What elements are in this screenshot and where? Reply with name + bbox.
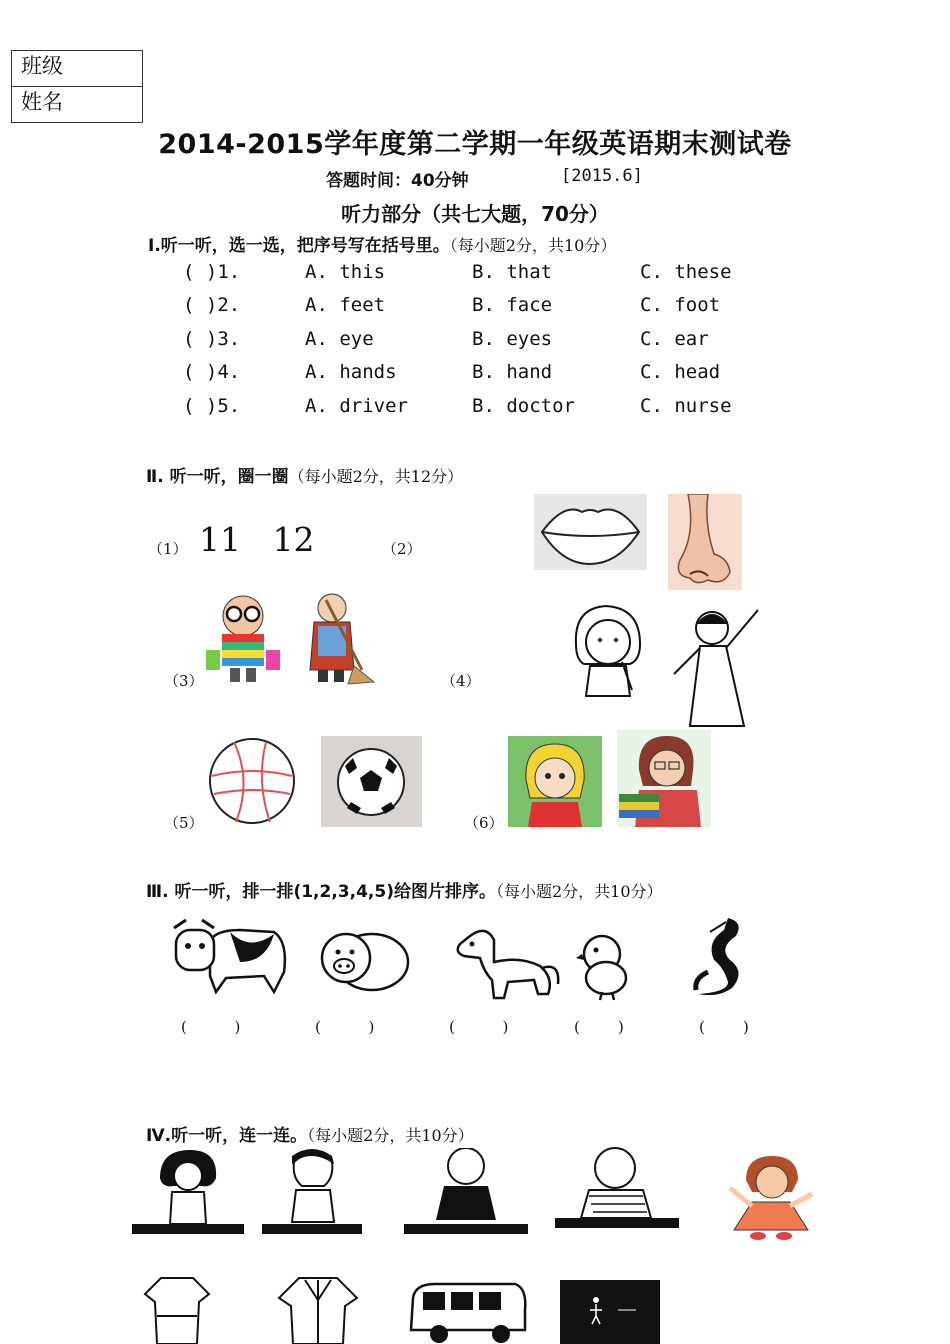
section2-heading-text: Ⅱ. 听一听，圈一圈 bbox=[146, 467, 289, 487]
label-3: （3） bbox=[164, 672, 204, 690]
section3-heading bbox=[146, 877, 663, 902]
section1-note: （每小题2分，共10分） bbox=[449, 236, 617, 255]
q2-c: C. foot bbox=[640, 294, 721, 316]
grandma-icon bbox=[296, 590, 378, 686]
teacher-icon bbox=[617, 730, 711, 827]
grandpa-icon bbox=[200, 590, 286, 686]
q2-num: ( )2. bbox=[183, 294, 241, 316]
blackboard-icon bbox=[560, 1280, 660, 1344]
class-label: 班级 bbox=[21, 54, 63, 78]
section2-note: （每小题2分，共12分） bbox=[288, 467, 464, 486]
q4-a: A. hands bbox=[305, 361, 397, 383]
order-blank-3[interactable]: ( ) bbox=[449, 1018, 509, 1036]
girl-student-icon bbox=[508, 736, 602, 827]
label-4: （4） bbox=[441, 672, 481, 690]
girl-dancing-icon bbox=[670, 600, 764, 728]
section3-note: （每小题2分，共10分） bbox=[495, 882, 663, 901]
q5-b: B. doctor bbox=[472, 395, 575, 417]
q4-b: B. hand bbox=[472, 361, 553, 383]
old-man-icon bbox=[555, 1146, 679, 1232]
part-title: 听力部分（共七大题，70分） bbox=[341, 202, 609, 226]
q4-num: ( )4. bbox=[183, 361, 241, 383]
info-box bbox=[11, 50, 143, 123]
lips-icon bbox=[534, 494, 647, 570]
girl-icon bbox=[132, 1148, 244, 1234]
label-1: （1） bbox=[148, 540, 188, 558]
chick-icon bbox=[574, 930, 634, 1002]
section3-heading-text: Ⅲ. 听一听，排一排(1,2,3,4,5)给图片排序。 bbox=[146, 882, 496, 902]
coat-icon bbox=[275, 1276, 361, 1344]
nose-icon bbox=[668, 494, 742, 590]
q4-c: C. head bbox=[640, 361, 721, 383]
q5-c: C. nurse bbox=[640, 395, 732, 417]
section1-heading-text: Ⅰ.听一听，选一选，把序号写在括号里。 bbox=[148, 236, 450, 256]
q1-b: B. that bbox=[472, 261, 553, 283]
basketball-icon bbox=[206, 736, 298, 826]
numbers-11-12: 11 12 bbox=[199, 520, 315, 559]
q5-num: ( )5. bbox=[183, 395, 241, 417]
football-icon bbox=[321, 736, 422, 827]
order-blank-1[interactable]: ( ) bbox=[181, 1018, 241, 1036]
exam-date: [2015.6] bbox=[561, 166, 643, 186]
q2-a: A. feet bbox=[305, 294, 386, 316]
q1-num: ( )1. bbox=[183, 261, 241, 283]
order-blank-2[interactable]: ( ) bbox=[315, 1018, 375, 1036]
section4-heading-text: Ⅳ.听一听，连一连。 bbox=[146, 1126, 308, 1146]
woman-icon bbox=[404, 1148, 528, 1234]
bus-icon bbox=[405, 1280, 529, 1344]
q3-b: B. eyes bbox=[472, 328, 553, 350]
worker-icon bbox=[262, 1148, 362, 1234]
time-label: 答题时间：40分钟 bbox=[326, 171, 469, 191]
label-5: （5） bbox=[164, 814, 204, 832]
girl-singing-icon bbox=[556, 600, 662, 708]
pig-icon bbox=[312, 922, 412, 998]
q3-a: A. eye bbox=[305, 328, 374, 350]
q3-c: C. ear bbox=[640, 328, 709, 350]
label-2: （2） bbox=[382, 540, 422, 558]
q1-a: A. this bbox=[305, 261, 386, 283]
order-blank-4[interactable]: ( ) bbox=[574, 1018, 624, 1036]
label-6: （6） bbox=[464, 814, 504, 832]
cow-icon bbox=[170, 912, 292, 996]
horse-icon bbox=[450, 922, 562, 1004]
section2-heading bbox=[146, 462, 463, 487]
section1-heading bbox=[148, 231, 616, 256]
snake-icon bbox=[688, 912, 750, 1002]
section4-note: （每小题2分，共10分） bbox=[307, 1126, 474, 1145]
dancing-girl-icon bbox=[722, 1156, 816, 1242]
q1-c: C. these bbox=[640, 261, 732, 283]
exam-title: 2014-2015学年度第二学期一年级英语期末测试卷 bbox=[158, 129, 792, 160]
q5-a: A. driver bbox=[305, 395, 408, 417]
q3-num: ( )3. bbox=[183, 328, 241, 350]
section4-heading bbox=[146, 1121, 474, 1146]
dress-icon bbox=[143, 1276, 211, 1344]
name-label: 姓名 bbox=[12, 86, 142, 122]
order-blank-5[interactable]: ( ) bbox=[699, 1018, 749, 1036]
q2-b: B. face bbox=[472, 294, 553, 316]
